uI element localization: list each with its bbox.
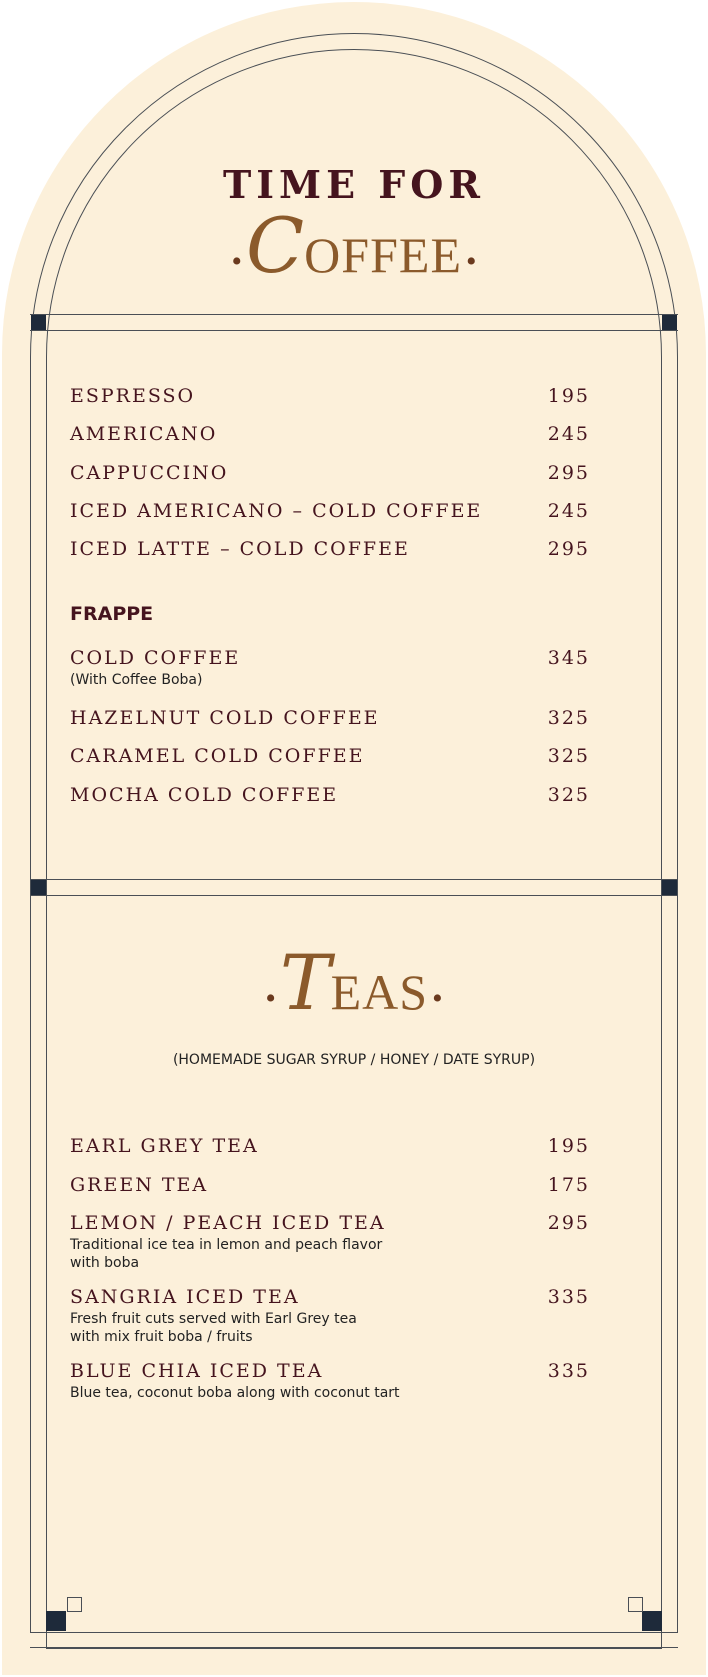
item-description: with mix fruit boba / fruits — [70, 1329, 253, 1345]
item-name: SANGRIA ICED TEA — [70, 1286, 300, 1308]
title-coffee-initial: C — [246, 201, 305, 290]
item-name: COLD COFFEE — [70, 647, 241, 669]
item-name: LEMON / PEACH ICED TEA — [70, 1212, 386, 1234]
item-description: Blue tea, coconut boba along with coconut tart — [70, 1385, 400, 1401]
ornament-dot: • — [432, 982, 443, 1016]
menu-item — [70, 538, 590, 560]
arch-inner-border — [46, 49, 662, 1649]
divider-line — [30, 314, 678, 315]
corner-square — [46, 1611, 66, 1631]
item-name: BLUE CHIA ICED TEA — [70, 1360, 324, 1382]
item-name: GREEN TEA — [70, 1174, 209, 1196]
item-price: 325 — [547, 745, 590, 767]
corner-square — [662, 315, 677, 330]
item-price: 245 — [547, 423, 590, 445]
corner-outline-square — [67, 1597, 82, 1612]
item-name: CAPPUCCINO — [70, 462, 229, 484]
title-coffee — [0, 201, 708, 290]
item-price: 345 — [547, 647, 590, 669]
item-name: ESPRESSO — [70, 385, 196, 407]
menu-item — [70, 784, 590, 806]
corner-outline-square — [628, 1597, 643, 1612]
item-name: EARL GREY TEA — [70, 1135, 259, 1157]
divider-line — [30, 330, 678, 331]
item-price: 295 — [547, 1212, 590, 1234]
menu-item — [70, 647, 590, 689]
item-description: (With Coffee Boba) — [70, 672, 203, 688]
menu-item — [70, 1360, 590, 1402]
item-price: 195 — [547, 385, 590, 407]
section-heading-frappe: FRAPPE — [70, 603, 154, 625]
menu-item — [70, 500, 590, 522]
item-name: ICED LATTE – COLD COFFEE — [70, 538, 410, 560]
divider-line — [30, 895, 678, 896]
item-name: HAZELNUT COLD COFFEE — [70, 707, 380, 729]
item-price: 245 — [547, 500, 590, 522]
menu-item — [70, 1135, 590, 1157]
item-name: ICED AMERICANO – COLD COFFEE — [70, 500, 483, 522]
item-description: Traditional ice tea in lemon and peach flavor — [70, 1237, 383, 1253]
item-name: MOCHA COLD COFFEE — [70, 784, 339, 806]
item-price: 175 — [547, 1174, 590, 1196]
corner-square — [642, 1611, 662, 1631]
bottom-line — [30, 1632, 678, 1633]
item-description: with boba — [70, 1255, 140, 1271]
teas-subtitle: (HOMEMADE SUGAR SYRUP / HONEY / DATE SYRUP) — [172, 1052, 536, 1068]
title-teas-initial: T — [279, 938, 331, 1027]
item-price: 335 — [547, 1286, 590, 1308]
ornament-dot: • — [465, 245, 477, 279]
title-time-for: TIME FOR — [223, 162, 485, 207]
item-price: 195 — [547, 1135, 590, 1157]
item-description: Fresh fruit cuts served with Earl Grey tea — [70, 1311, 357, 1327]
title-teas — [0, 938, 708, 1027]
menu-item — [70, 423, 590, 445]
ornament-dot: • — [231, 245, 243, 279]
title-coffee-rest: OFFEE — [304, 227, 462, 283]
menu-item — [70, 1212, 590, 1272]
item-price: 295 — [547, 462, 590, 484]
menu-item — [70, 385, 590, 407]
corner-square — [31, 315, 46, 330]
item-price: 325 — [547, 784, 590, 806]
title-teas-rest: EAS — [330, 964, 429, 1020]
item-name: CARAMEL COLD COFFEE — [70, 745, 365, 767]
ornament-dot: • — [265, 982, 276, 1016]
corner-square — [31, 880, 46, 895]
item-price: 295 — [547, 538, 590, 560]
menu-item — [70, 1174, 590, 1196]
corner-square — [662, 880, 677, 895]
bottom-line — [30, 1647, 678, 1648]
menu-item — [70, 462, 590, 484]
item-name: AMERICANO — [70, 423, 218, 445]
item-price: 335 — [547, 1360, 590, 1382]
item-price: 325 — [547, 707, 590, 729]
menu-item — [70, 707, 590, 729]
menu-item — [70, 745, 590, 767]
divider-line — [30, 879, 678, 880]
menu-item — [70, 1286, 590, 1346]
